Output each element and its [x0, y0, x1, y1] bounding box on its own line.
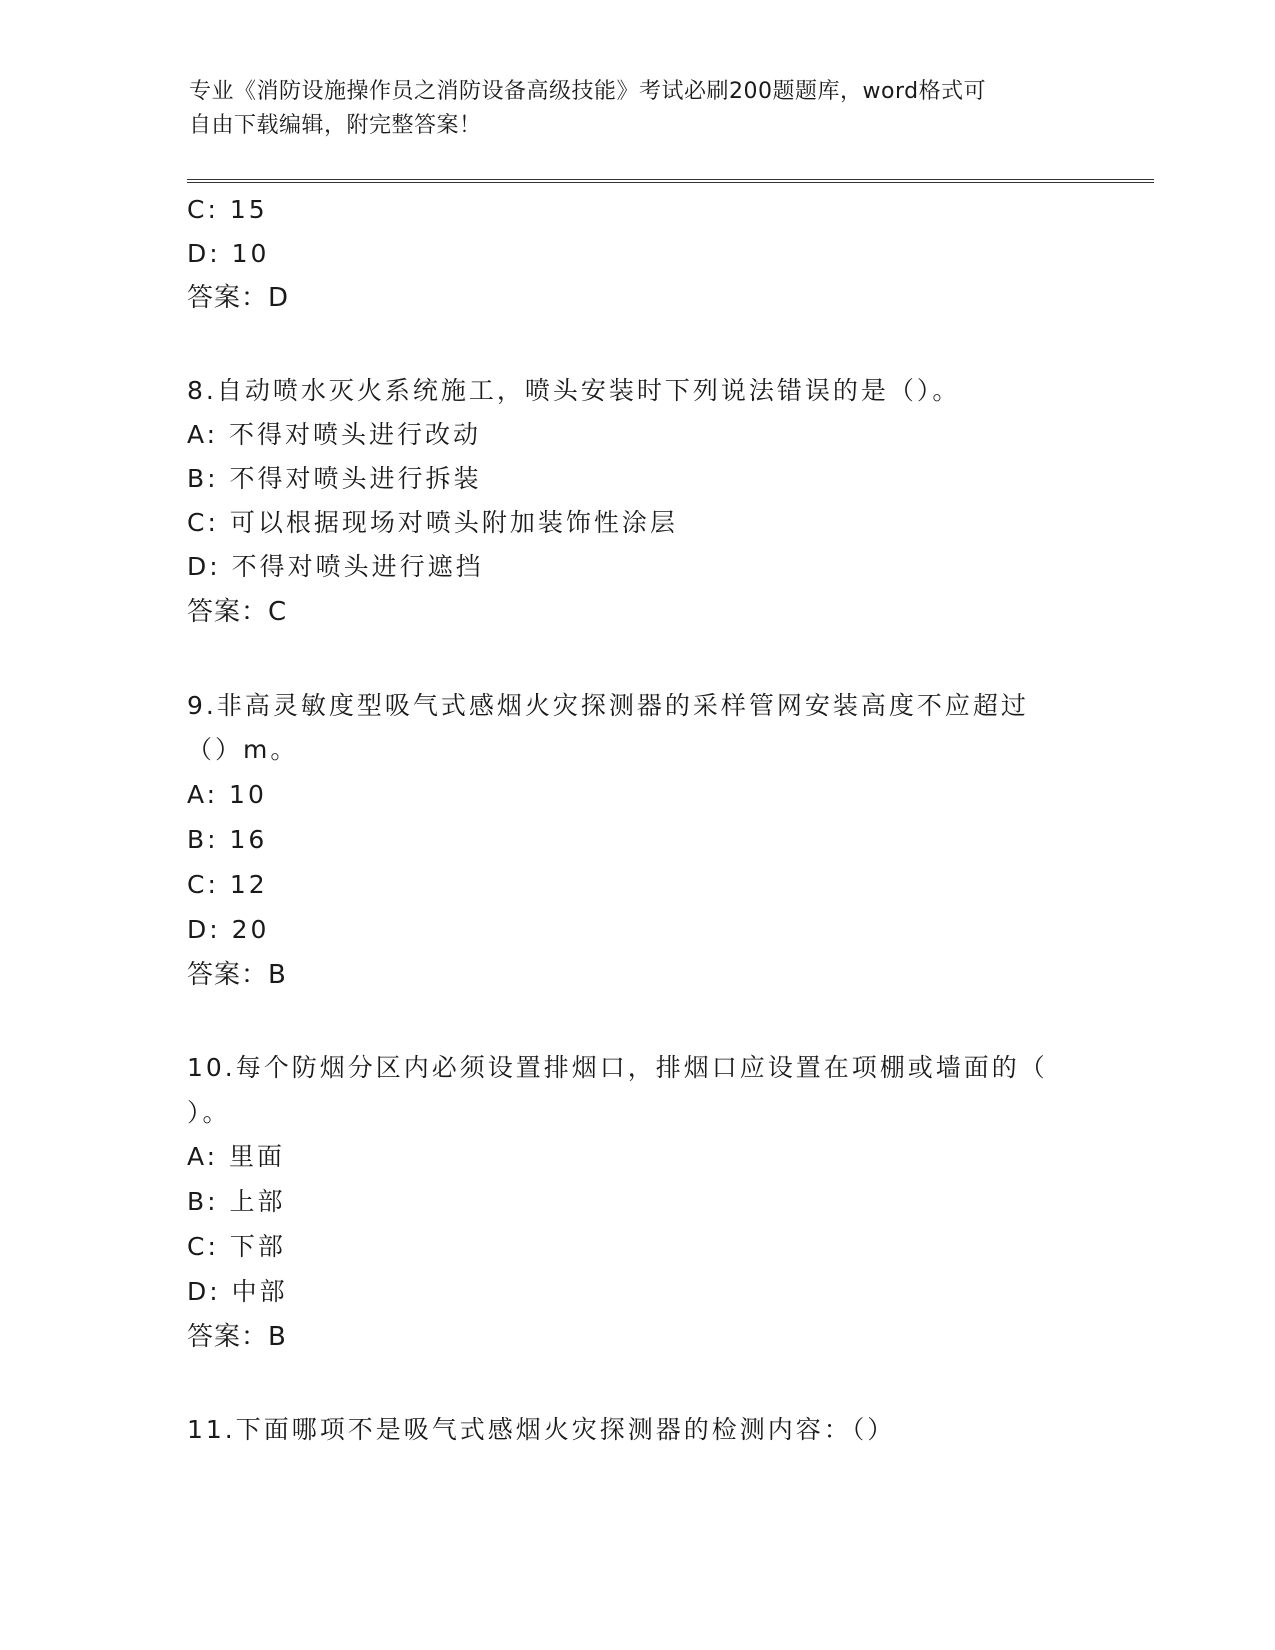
q11-question: 11.下面哪项不是吸气式感烟火灾探测器的检测内容：（）: [187, 1415, 896, 1444]
q9-option-c: C: 12: [187, 870, 268, 899]
q9-option-d: D: 20: [187, 915, 270, 944]
q9-answer: 答案：B: [187, 960, 287, 990]
q10-question-line-1: 10.每个防烟分区内必须设置排烟口，排烟口应设置在项棚或墙面的（: [187, 1053, 1048, 1082]
q10-option-b: B: 上部: [187, 1187, 286, 1216]
q9-question-line-1: 9.非高灵敏度型吸气式感烟火灾探测器的采样管网安装高度不应超过: [187, 691, 1029, 720]
q8-option-c: C: 可以根据现场对喷头附加装饰性涂层: [187, 508, 678, 537]
q10-option-c: C: 下部: [187, 1232, 286, 1261]
q7-answer: 答案：D: [187, 283, 290, 313]
q7-option-c: C: 15: [187, 195, 268, 224]
header-title-line-2: 自由下载编辑，附完整答案！: [189, 113, 482, 138]
q8-answer: 答案：C: [187, 597, 288, 627]
q10-option-a: A: 里面: [187, 1142, 286, 1171]
q7-option-d: D: 10: [187, 239, 270, 268]
document-header: [189, 75, 1069, 143]
header-title-line-1: 专业《消防设施操作员之消防设备高级技能》考试必刷200题题库，word格式可: [189, 79, 987, 104]
header-divider: [187, 179, 1154, 183]
q9-option-b: B: 16: [187, 825, 268, 854]
q9-option-a: A: 10: [187, 780, 267, 809]
q8-option-d: D: 不得对喷头进行遮挡: [187, 552, 484, 581]
q8-option-b: B: 不得对喷头进行拆装: [187, 464, 482, 493]
q8-option-a: A: 不得对喷头进行改动: [187, 420, 482, 449]
q8-question: 8.自动喷水灭火系统施工，喷头安装时下列说法错误的是（）。: [187, 376, 961, 405]
q10-answer: 答案：B: [187, 1322, 287, 1352]
q9-question-line-2: （）m。: [187, 735, 299, 764]
q10-option-d: D: 中部: [187, 1277, 288, 1306]
q10-question-line-2: ）。: [187, 1098, 231, 1127]
